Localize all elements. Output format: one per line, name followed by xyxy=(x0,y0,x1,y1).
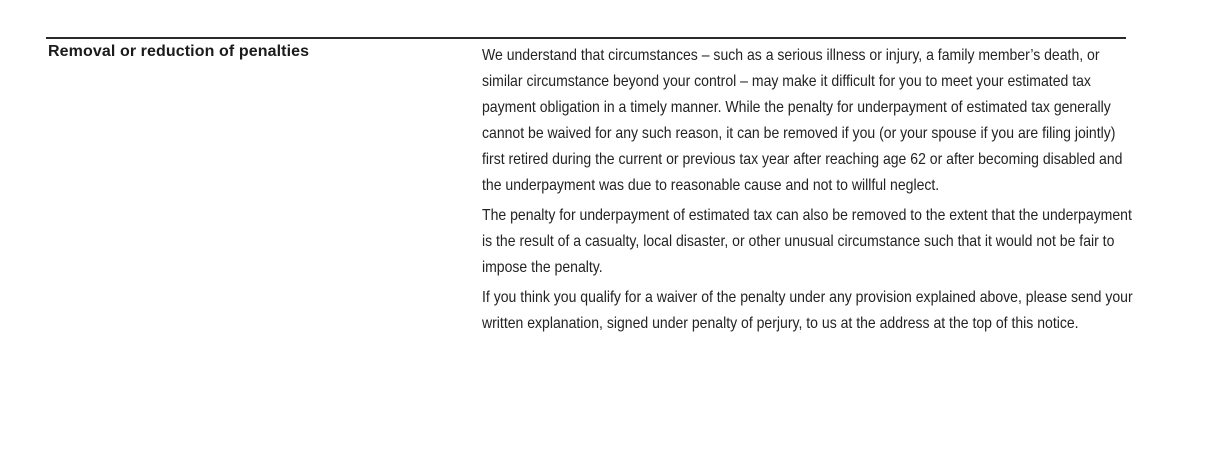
paragraph-casualty: The penalty for underpayment of estimated tax can also be removed to the extent that the underpayment is the result of a casualty, local disaster, or other unusual circumstance such that it would not be fair to impose the penalty. xyxy=(482,207,1132,276)
paragraph-circumstances: We understand that circumstances – such as a serious illness or injury, a family member’s death, or similar circumstance beyond your control – may make it difficult for you to meet your estimated tax payment obligation in a timely manner. While the penalty for underpayment of estimated tax generally cannot be waived for any such reason, it can be removed if you (or your spouse if you are filing jointly) first retired during the current or previous tax year after reaching age 62 or after becoming disabled and the underpayment was due to reasonable cause and not to willful neglect. xyxy=(482,47,1123,194)
section-heading: Removal or reduction of penalties xyxy=(48,43,310,60)
section-body xyxy=(482,43,1133,341)
section-top-rule xyxy=(46,37,1126,39)
paragraph-waiver-request: If you think you qualify for a waiver of the penalty under any provision explained above, please send your written explanation, signed under penalty of perjury, to us at the address at the top of this notice. xyxy=(482,289,1133,332)
